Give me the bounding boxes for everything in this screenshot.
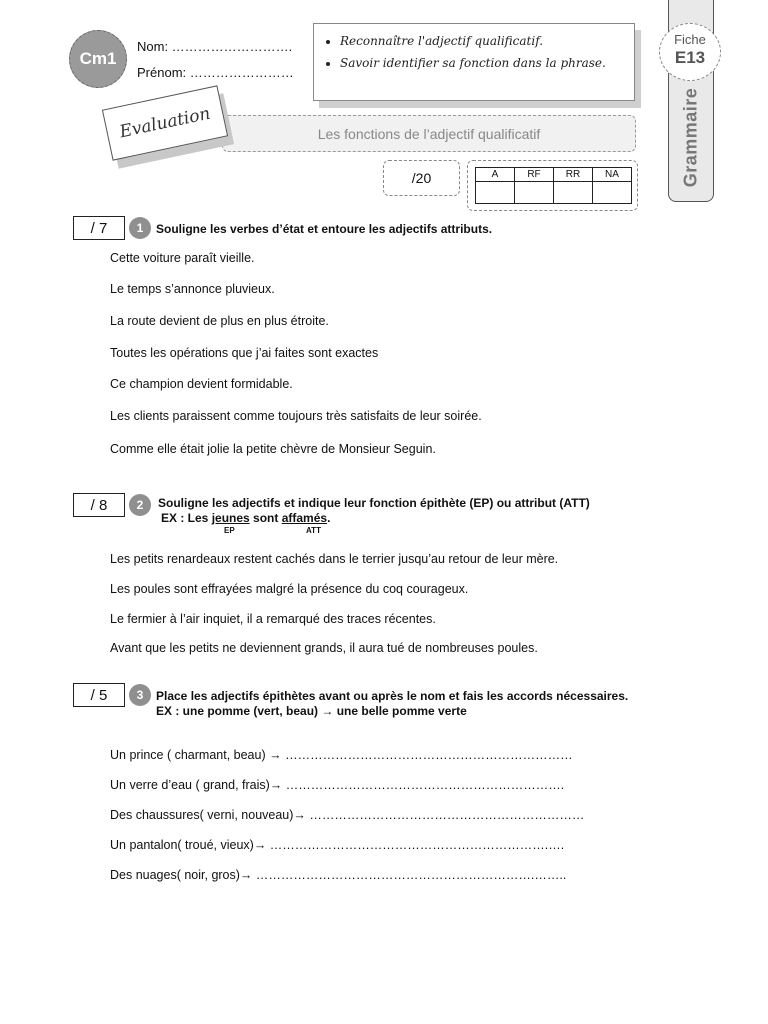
grid-cell[interactable] bbox=[476, 182, 515, 204]
ex1-sentence: Comme elle était jolie la petite chèvre de Monsieur Seguin. bbox=[110, 442, 436, 456]
ex2-sentence: Le fermier à l’air inquiet, il a remarqué des traces récentes. bbox=[110, 612, 436, 626]
ex2-sentence: Les poules sont effrayées malgré la présence du coq courageux. bbox=[110, 582, 469, 596]
ex2-example bbox=[161, 511, 330, 525]
ex3-item[interactable]: Un prince ( charmant, beau) → …………………………………………………………… bbox=[110, 748, 573, 762]
ex1-sentence: Ce champion devient formidable. bbox=[110, 377, 293, 391]
ex3-instruction: Place les adjectifs épithètes avant ou après le nom et fais les accords nécessaires. bbox=[156, 689, 629, 703]
ex2-number: 2 bbox=[129, 494, 151, 516]
level-badge: Cm1 bbox=[69, 30, 127, 88]
ex3-item[interactable]: Des chaussures( verni, nouveau)→ ………………………………………………………… bbox=[110, 808, 585, 822]
ex3-item[interactable]: Des nuages( noir, gros)→ ………………………………………………………….…….. bbox=[110, 868, 567, 882]
ex2-score-box: / 8 bbox=[73, 493, 125, 517]
ex1-sentence: Les clients paraissent comme toujours très satisfaits de leur soirée. bbox=[110, 409, 482, 423]
grid-header-rf: RF bbox=[515, 168, 554, 182]
objectives-box bbox=[313, 23, 635, 101]
grid-header-rr: RR bbox=[554, 168, 593, 182]
evaluation-label: Evaluation bbox=[117, 103, 213, 143]
total-score-box: /20 bbox=[383, 160, 460, 196]
ex2-example-middle: sont bbox=[249, 511, 282, 525]
ex1-sentence: Le temps s’annonce pluvieux. bbox=[110, 282, 275, 296]
ex1-number: 1 bbox=[129, 217, 151, 239]
ex2-example-word2: affamés bbox=[281, 511, 328, 525]
grid-header-na: NA bbox=[593, 168, 632, 182]
subject-label: Grammaire bbox=[680, 87, 701, 187]
ex2-example-tag-att: ATT bbox=[306, 526, 321, 535]
ex1-sentence: Toutes les opérations que j’ai faites sont exactes bbox=[110, 346, 379, 360]
objective-item: • Savoir identifier sa fonction dans la phrase. bbox=[340, 52, 626, 74]
ex2-example-word1: jeunes bbox=[211, 511, 250, 525]
ex2-example-suffix: . bbox=[327, 511, 331, 525]
firstname-field[interactable]: Prénom: …………………… bbox=[137, 65, 294, 80]
ex2-example-tag-ep: EP bbox=[224, 526, 235, 535]
grid-cell[interactable] bbox=[515, 182, 554, 204]
ex3-item[interactable]: Un pantalon( troué, vieux)→ ………………………………………………………….…. bbox=[110, 838, 565, 852]
ex1-sentence: Cette voiture paraît vieille. bbox=[110, 251, 255, 265]
ex2-instruction: Souligne les adjectifs et indique leur fonction épithète (EP) ou attribut (ATT) bbox=[158, 496, 590, 510]
name-field[interactable]: Nom: ………………………. bbox=[137, 39, 293, 54]
grid-header-a: A bbox=[476, 168, 515, 182]
ex3-score-box: / 5 bbox=[73, 683, 125, 707]
assessment-grid bbox=[475, 167, 632, 204]
ex2-example-prefix: EX : Les bbox=[161, 511, 212, 525]
ex1-score-box: / 7 bbox=[73, 216, 125, 240]
fiche-code: E13 bbox=[674, 48, 706, 67]
grid-cell[interactable] bbox=[554, 182, 593, 204]
ex3-number: 3 bbox=[129, 684, 151, 706]
page-title: Les fonctions de l’adjectif qualificatif bbox=[222, 115, 636, 152]
ex2-sentence: Les petits renardeaux restent cachés dans le terrier jusqu’au retour de leur mère. bbox=[110, 552, 559, 566]
fiche-label: Fiche bbox=[674, 32, 706, 47]
ex3-example: EX : une pomme (vert, beau) → une belle pomme verte bbox=[156, 704, 467, 718]
objective-item: • Reconnaître l'adjectif qualificatif. bbox=[340, 30, 626, 52]
grid-cell[interactable] bbox=[593, 182, 632, 204]
ex1-instruction: Souligne les verbes d’état et entoure les adjectifs attributs. bbox=[156, 222, 493, 236]
ex1-sentence: La route devient de plus en plus étroite. bbox=[110, 314, 329, 328]
ex3-item[interactable]: Un verre d’eau ( grand, frais)→ …………………………………………………………. bbox=[110, 778, 565, 792]
ex2-sentence: Avant que les petits ne deviennent grands, il aura tué de nombreuses poules. bbox=[110, 641, 538, 655]
fiche-badge bbox=[659, 23, 721, 81]
